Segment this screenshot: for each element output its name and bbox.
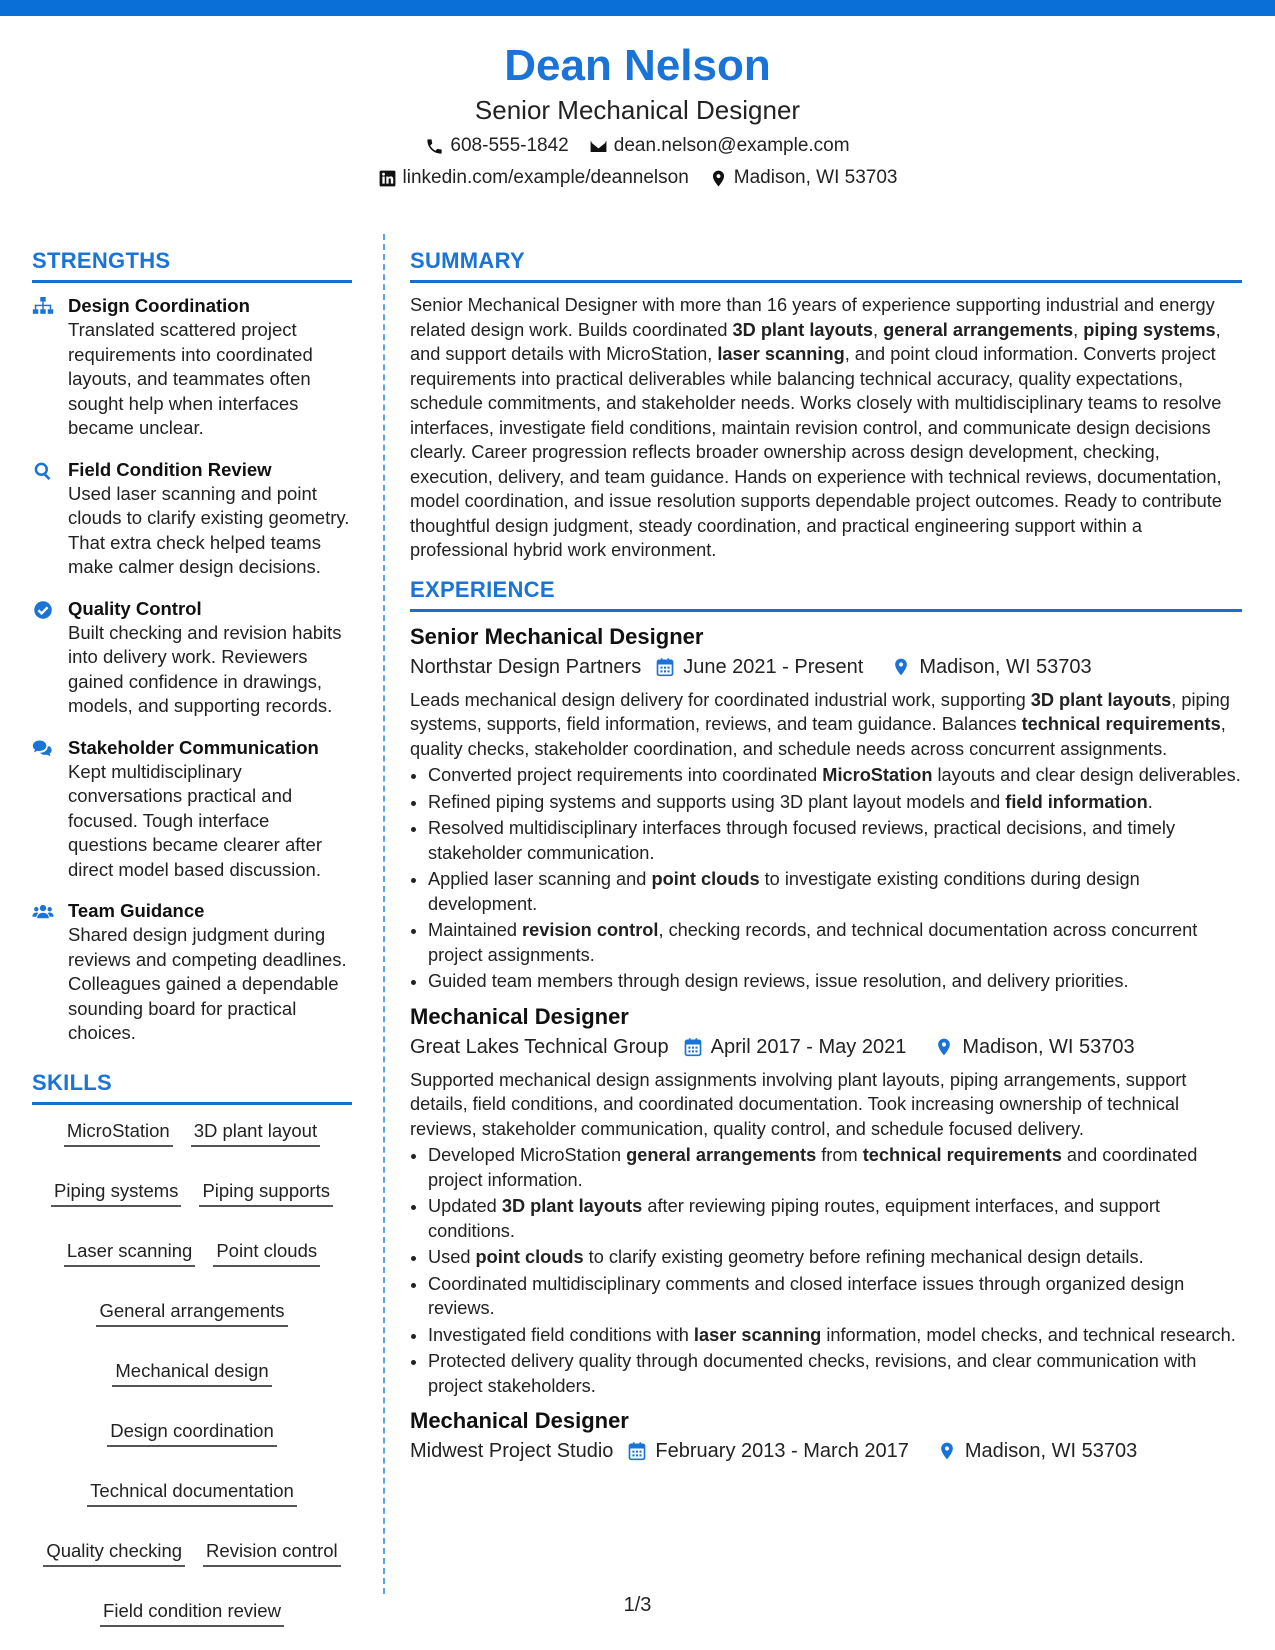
right-column bbox=[410, 246, 1242, 1472]
skill-tag: Point clouds bbox=[213, 1239, 320, 1267]
skill-tag: Piping systems bbox=[51, 1179, 181, 1207]
phone-text: 608-555-1842 bbox=[450, 135, 569, 156]
strength-text: Kept multidisciplinary conversations practical and focused. Tough interface questions became clearer after direct model based discussion. bbox=[68, 760, 322, 880]
skill-tag: MicroStation bbox=[64, 1119, 173, 1147]
candidate-name: Dean Nelson bbox=[504, 41, 771, 90]
skill-tag: Quality checking bbox=[43, 1539, 185, 1567]
envelope-icon bbox=[589, 137, 608, 156]
email-contact[interactable] bbox=[589, 132, 850, 160]
strength-text: Built checking and revision habits into delivery work. Reviewers gained confidence in drawings, models, and supporting records. bbox=[68, 621, 342, 716]
job-bullet: • Updated 3D plant layouts after reviewing piping routes, equipment interfaces, and support conditions. bbox=[428, 1194, 1242, 1243]
contact-row-1 bbox=[0, 132, 1275, 160]
strength-title: Field Condition Review bbox=[68, 458, 272, 480]
job-bullet: • Used point clouds to clarify existing geometry before refining mechanical design details. bbox=[428, 1245, 1242, 1270]
company-name: Northstar Design Partners bbox=[410, 655, 642, 678]
map-pin-icon bbox=[891, 657, 911, 677]
linkedin-contact[interactable] bbox=[378, 164, 689, 192]
skills-heading: SKILLS bbox=[32, 1068, 352, 1105]
summary-heading: SUMMARY bbox=[410, 246, 1242, 283]
skill-tag: Design coordination bbox=[107, 1419, 277, 1447]
job-meta bbox=[410, 652, 1242, 682]
job-title: Mechanical Designer bbox=[410, 1003, 629, 1029]
job-dates: February 2013 - March 2017 bbox=[655, 1440, 909, 1462]
check-circle-icon bbox=[32, 596, 54, 719]
job-dates: June 2021 - Present bbox=[683, 655, 864, 678]
phone-icon bbox=[425, 137, 444, 156]
job-meta bbox=[410, 1436, 1242, 1466]
strength-text: Translated scattered project requirements into coordinated layouts, and teammates often sought help when interfaces became unclear. bbox=[68, 319, 313, 438]
search-icon bbox=[32, 457, 54, 580]
left-column bbox=[32, 246, 352, 1627]
linkedin-text: linkedin.com/example/deannelson bbox=[402, 167, 689, 188]
strength-title: Quality Control bbox=[68, 597, 202, 619]
strength-item bbox=[32, 293, 352, 441]
contact-row-2 bbox=[0, 164, 1275, 192]
calendar-icon bbox=[683, 1037, 703, 1057]
job-title: Senior Mechanical Designer bbox=[410, 623, 704, 649]
skill-tag: Laser scanning bbox=[64, 1239, 195, 1267]
email-text: dean.nelson@example.com bbox=[613, 135, 850, 156]
skill-tag: Technical documentation bbox=[87, 1479, 297, 1507]
job-meta bbox=[410, 1032, 1242, 1062]
skill-tag: General arrangements bbox=[96, 1299, 287, 1327]
location-contact bbox=[709, 164, 898, 192]
job-description: Supported mechanical design assignments involving plant layouts, piping arrangements, support details, field conditions, and coordinated documentation. Took increasing ownership of technical reviews, stakeholder communication, quality control, and schedule focused delivery. bbox=[410, 1069, 1187, 1139]
column-divider bbox=[383, 234, 385, 1594]
calendar-icon bbox=[627, 1441, 647, 1461]
location-text: Madison, WI 53703 bbox=[733, 167, 898, 188]
company-name: Midwest Project Studio bbox=[410, 1440, 614, 1462]
job-location: Madison, WI 53703 bbox=[964, 1440, 1138, 1462]
strength-title: Stakeholder Communication bbox=[68, 736, 319, 758]
job-description: Leads mechanical design delivery for coordinated industrial work, supporting 3D plant layouts, piping systems, supports, field information, reviews, and team guidance. Balances technical requirements, quality checks, stakeholder coordination, and schedule needs across concurrent assignments. bbox=[410, 689, 1230, 759]
candidate-title: Senior Mechanical Designer bbox=[474, 95, 801, 125]
job-bullet: • Converted project requirements into coordinated MicroStation layouts and clear design deliverables. bbox=[428, 763, 1242, 788]
job-bullet: • Refined piping systems and supports using 3D plant layout models and field information. bbox=[428, 790, 1242, 815]
strength-text: Used laser scanning and point clouds to clarify existing geometry. That extra check helped teams make calmer design decisions. bbox=[68, 482, 350, 577]
skill-tag: 3D plant layout bbox=[191, 1119, 320, 1147]
strength-item bbox=[32, 898, 352, 1046]
sitemap-icon bbox=[32, 293, 54, 441]
map-pin-icon bbox=[709, 169, 728, 188]
strength-title: Design Coordination bbox=[68, 295, 250, 316]
skills-list bbox=[32, 1119, 352, 1627]
job-dates: April 2017 - May 2021 bbox=[710, 1035, 907, 1058]
comments-icon bbox=[32, 735, 54, 883]
strength-text: Shared design judgment during reviews and competing deadlines. Colleagues gained a dependable sounding board for practical choices. bbox=[68, 924, 347, 1043]
strength-item bbox=[32, 735, 352, 883]
users-icon bbox=[32, 898, 54, 1046]
skill-tag: Piping supports bbox=[199, 1179, 333, 1207]
strength-item bbox=[32, 596, 352, 719]
job-bullet: • Applied laser scanning and point clouds to investigate existing conditions during design development. bbox=[428, 867, 1242, 916]
skill-tag: Mechanical design bbox=[112, 1359, 271, 1387]
linkedin-icon bbox=[378, 169, 397, 188]
phone-contact[interactable] bbox=[425, 132, 568, 160]
job-entry bbox=[410, 1406, 1242, 1466]
calendar-icon bbox=[655, 657, 675, 677]
job-bullets bbox=[410, 763, 1242, 994]
job-location: Madison, WI 53703 bbox=[919, 655, 1092, 678]
page-number: 1/3 bbox=[623, 1594, 652, 1616]
job-bullet: • Guided team members through design reviews, issue resolution, and delivery priorities. bbox=[428, 969, 1242, 994]
job-bullet: • Protected delivery quality through documented checks, revisions, and clear communication with project stakeholders. bbox=[428, 1349, 1242, 1398]
strength-item bbox=[32, 457, 352, 580]
job-bullet: • Developed MicroStation general arrangements from technical requirements and coordinated project information. bbox=[428, 1143, 1242, 1192]
job-bullet: • Resolved multidisciplinary interfaces through focused reviews, practical decisions, and timely stakeholder communication. bbox=[428, 816, 1242, 865]
map-pin-icon bbox=[937, 1441, 957, 1461]
job-bullet: • Coordinated multidisciplinary comments and closed interface issues through organized design reviews. bbox=[428, 1272, 1242, 1321]
map-pin-icon bbox=[934, 1037, 954, 1057]
company-name: Great Lakes Technical Group bbox=[410, 1035, 669, 1058]
skill-tag: Field condition review bbox=[100, 1599, 284, 1627]
job-entry bbox=[410, 1002, 1242, 1399]
summary-text: Senior Mechanical Designer with more than 16 years of experience supporting industrial and energy related design work. Builds coordinated 3D plant layouts, general arrangements, piping systems, and support details with MicroStation, laser scanning, and point cloud information. Converts project requirements into practical deliverables while balancing technical accuracy, quality expectations, schedule commitments, and stakeholder needs. Works closely with multidisciplinary teams to resolve interfaces, investigate field conditions, maintain revision control, and communicate design decisions clearly. Career progression reflects broader ownership across design development, checking, execution, delivery, and team guidance. Hands on experience with technical reviews, documentation, model coordination, and issue resolution supports dependable project outcomes. Ready to contribute thoughtful design judgment, steady coordination, and practical engineering support within a professional hybrid work environment. bbox=[410, 295, 1222, 560]
top-accent-bar bbox=[0, 0, 1275, 16]
job-entry bbox=[410, 622, 1242, 994]
strengths-heading: STRENGTHS bbox=[32, 246, 352, 283]
strength-title: Team Guidance bbox=[68, 900, 205, 921]
resume-header bbox=[0, 40, 1275, 192]
job-bullet: • Maintained revision control, checking records, and technical documentation across concurrent project assignments. bbox=[428, 918, 1242, 967]
experience-list bbox=[410, 622, 1242, 1467]
skill-tag: Revision control bbox=[203, 1539, 341, 1567]
job-title: Mechanical Designer bbox=[410, 1408, 629, 1433]
job-bullet: • Investigated field conditions with laser scanning information, model checks, and technical research. bbox=[428, 1323, 1242, 1348]
experience-heading: EXPERIENCE bbox=[410, 575, 1242, 612]
job-bullets bbox=[410, 1143, 1242, 1398]
job-location: Madison, WI 53703 bbox=[962, 1035, 1135, 1058]
